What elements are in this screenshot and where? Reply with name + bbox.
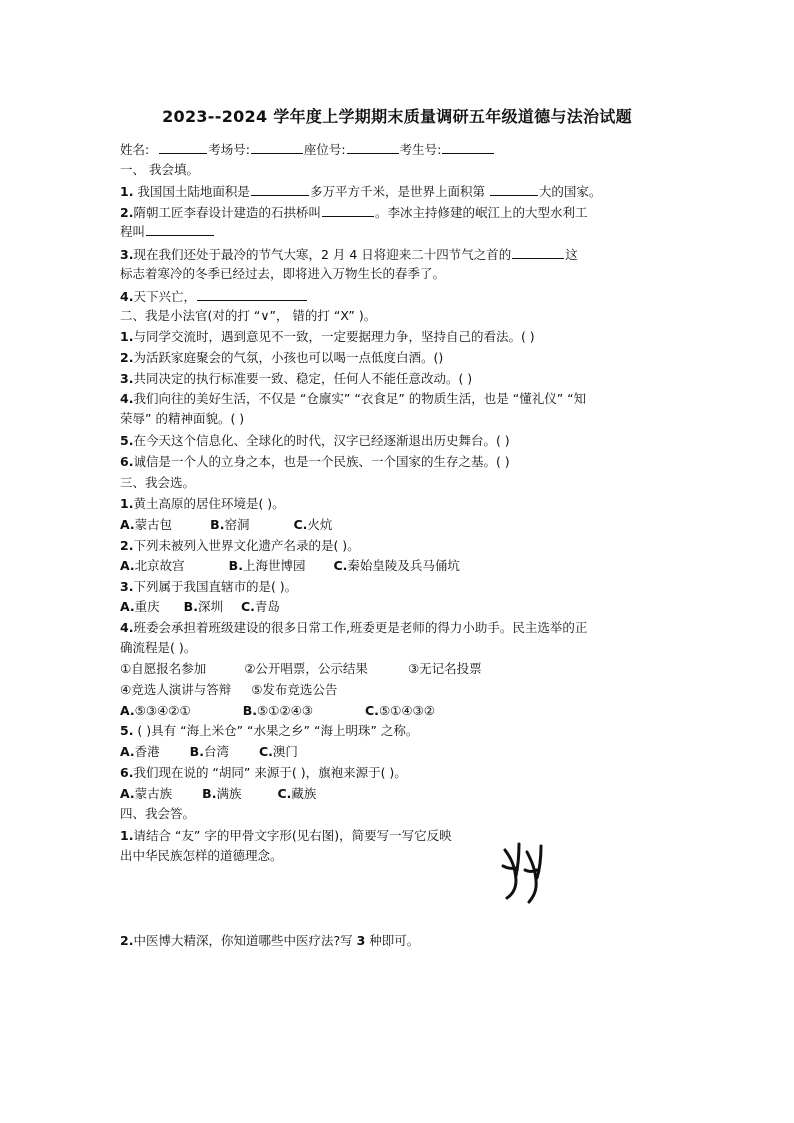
s3-q1-options	[120, 517, 332, 533]
option-label: C.	[277, 786, 292, 801]
question-number: 2.	[120, 538, 134, 553]
s2-item	[120, 433, 510, 449]
s1-q1	[120, 183, 601, 200]
answer-blank[interactable]	[322, 204, 374, 217]
glyph-stroke	[505, 850, 516, 898]
question-number: 2.	[120, 205, 134, 220]
option-label: A.	[120, 744, 135, 759]
option-b[interactable]: 上海世博园	[242, 558, 306, 573]
question-number: 2.	[120, 933, 134, 948]
option-a[interactable]: 香港	[134, 744, 160, 759]
question-number: 4.	[120, 289, 134, 304]
glyph-stroke	[516, 844, 519, 876]
question-text: 请结合 “友” 字的甲骨文字形(见右图)，简要写一写它反映	[133, 828, 452, 843]
option-b[interactable]: 台湾	[203, 744, 229, 759]
question-number: 5.	[120, 723, 134, 738]
name-blank[interactable]	[159, 141, 207, 154]
option-b[interactable]: 满族	[216, 786, 242, 801]
s1-q2-cont	[120, 223, 215, 240]
question-text: 中医博大精深，你知道哪些中医疗法?写	[133, 933, 357, 948]
question-text: 大的国家。	[538, 184, 602, 199]
room-label: 考场号:	[208, 142, 250, 157]
option-label: A.	[120, 599, 135, 614]
student-info-row	[120, 141, 495, 158]
seat-label: 座位号:	[303, 142, 346, 157]
s1-q4	[120, 288, 308, 305]
s1-q2	[120, 204, 587, 221]
question-text: 在今天这个信息化、全球化的时代，汉字已经逐渐退出历史舞台。( )	[133, 433, 510, 448]
section-2-heading: 二、我是小法官(对的打 “∨”， 错的打 “X” )。	[120, 308, 377, 323]
option-label: A.	[120, 558, 135, 573]
option-a[interactable]: 蒙古族	[134, 786, 173, 801]
option-b[interactable]: 窑洞	[224, 517, 250, 532]
option-b[interactable]: ⑤①②④③	[256, 703, 313, 718]
oracle-bone-you-character-image	[497, 836, 553, 906]
question-text: 班委会承担着班级建设的很多日常工作,班委更是老师的得力小助手。民主选举的正	[133, 620, 588, 635]
question-text: 程叫	[120, 224, 146, 239]
question-text: 与同学交流时，遇到意见不一致，一定要据理力争，坚持自己的看法。( )	[133, 329, 535, 344]
option-a[interactable]: 重庆	[134, 599, 160, 614]
question-number: 6.	[120, 454, 134, 469]
question-text: 。李冰主持修建的岷江上的大型水利工	[374, 205, 588, 220]
s2-item	[120, 350, 443, 366]
question-text: 荣辱” 的精神面貌。( )	[120, 411, 245, 426]
option-c[interactable]: 澳门	[272, 744, 298, 759]
question-count: 3	[356, 933, 366, 948]
s1-q3	[120, 246, 578, 263]
question-text: 这	[565, 247, 578, 262]
option-label: C.	[333, 558, 348, 573]
s3-q4-options	[120, 703, 435, 719]
s3-q1-stem	[120, 496, 285, 512]
option-label: B.	[183, 599, 198, 614]
s2-item	[120, 329, 535, 345]
s3-q3-options	[120, 599, 280, 615]
option-label: C.	[293, 517, 308, 532]
s2-item	[120, 454, 510, 470]
question-text: 现在我们还处于最冷的节气大寒，2 月 4 日将迎来二十四节气之首的	[133, 247, 512, 262]
question-text: 共同决定的执行标准要一致、稳定，任何人不能任意改动。( )	[133, 371, 473, 386]
option-c[interactable]: 火炕	[307, 517, 333, 532]
s3-q4-stem-cont: 确流程是( )。	[120, 640, 197, 655]
s2-item	[120, 371, 472, 387]
answer-blank[interactable]	[146, 223, 214, 236]
question-text: 为活跃家庭聚会的气氛，小孩也可以喝一点低度白酒。()	[133, 350, 444, 365]
question-number: 1.	[120, 496, 134, 511]
option-label: C.	[365, 703, 379, 718]
question-number: 4.	[120, 391, 134, 406]
question-text: 我们向往的美好生活，不仅是 “仓廪实” “衣食足” 的物质生活，也是 “懂礼仪” “知	[133, 391, 587, 406]
s4-q2	[120, 933, 419, 949]
question-text: 隋朝工匠李春设计建造的石拱桥叫	[133, 205, 321, 220]
option-c[interactable]: 藏族	[291, 786, 317, 801]
question-number: 2.	[120, 350, 134, 365]
option-label: B.	[242, 703, 257, 718]
option-label: B.	[228, 558, 243, 573]
s3-q5-stem	[120, 723, 418, 739]
question-text: 诚信是一个人的立身之本，也是一个民族、一个国家的生存之基。( )	[133, 454, 510, 469]
room-blank[interactable]	[251, 141, 303, 154]
glyph-stroke	[537, 846, 541, 878]
option-a[interactable]: ⑤③④②①	[134, 703, 191, 718]
s3-q4-stem	[120, 620, 587, 636]
question-text: ( )具有 “海上米仓” “水果之乡” “海上明珠” 之称。	[133, 723, 419, 738]
seat-blank[interactable]	[347, 141, 399, 154]
question-text: 我们现在说的 “胡同” 来源于( )，旗袍来源于( )。	[133, 765, 407, 780]
exam-no-label: 考生号:	[399, 142, 442, 157]
s3-q6-stem	[120, 765, 407, 781]
s3-q6-options	[120, 786, 316, 802]
exam-title: 2023--2024 学年度上学期期末质量调研五年级道德与法治试题	[162, 107, 632, 126]
option-label: A.	[120, 786, 135, 801]
glyph-stroke	[527, 852, 536, 902]
step-item: ③无记名投票	[407, 661, 482, 676]
option-label: C.	[240, 599, 255, 614]
question-text: 下列属于我国直辖市的是( )。	[133, 579, 298, 594]
option-b[interactable]: 深圳	[197, 599, 223, 614]
question-text: 天下兴亡，	[133, 289, 196, 304]
step-item: ⑤发布竞选公告	[251, 682, 338, 697]
option-a[interactable]: 北京故宫	[134, 558, 185, 573]
exam-no-blank[interactable]	[442, 141, 494, 154]
s3-q5-options	[120, 744, 298, 760]
question-text: 种即可。	[365, 933, 420, 948]
s2-item-cont	[120, 411, 244, 427]
name-label: 姓名:	[120, 142, 150, 157]
option-label: B.	[189, 744, 204, 759]
option-label: A.	[120, 703, 135, 718]
s3-q4-steps-row1	[120, 661, 482, 677]
question-number: 5.	[120, 433, 134, 448]
option-a[interactable]: 蒙古包	[134, 517, 173, 532]
question-number: 3.	[120, 247, 134, 262]
question-text: 黄土高原的居住环境是( )。	[133, 496, 285, 511]
question-number: 1.	[120, 184, 134, 199]
s4-q1-cont: 出中华民族怎样的道德理念。	[120, 848, 283, 863]
question-number: 6.	[120, 765, 134, 780]
answer-blank[interactable]	[490, 183, 538, 196]
option-c[interactable]: ⑤①④③②	[378, 703, 435, 718]
answer-blank[interactable]	[512, 246, 564, 259]
option-label: A.	[120, 517, 135, 532]
section-4-heading: 四、我会答。	[120, 806, 196, 821]
glyph-stroke	[525, 870, 537, 872]
step-item: ④竞选人演讲与答辩	[120, 682, 232, 697]
s3-q4-steps-row2	[120, 682, 337, 698]
question-number: 4.	[120, 620, 134, 635]
step-item: ②公开唱票，公示结果	[244, 661, 368, 676]
option-label: C.	[258, 744, 273, 759]
question-number: 1.	[120, 828, 134, 843]
answer-blank[interactable]	[251, 183, 309, 196]
section-1-heading: 一、 我会填。	[120, 162, 199, 177]
s3-q2-stem	[120, 538, 360, 554]
s4-q1	[120, 828, 452, 844]
s1-q3-cont: 标志着寒冷的冬季已经过去，即将进入万物生长的春季了。	[120, 266, 446, 281]
step-item: ①自愿报名参加	[120, 661, 207, 676]
answer-blank[interactable]	[197, 288, 307, 301]
s3-q2-options	[120, 558, 460, 574]
question-text: 我国国土陆地面积是	[133, 184, 250, 199]
s2-item	[120, 391, 586, 407]
option-label: B.	[202, 786, 217, 801]
question-number: 3.	[120, 579, 134, 594]
option-label: B.	[210, 517, 225, 532]
section-3-heading: 三、我会选。	[120, 475, 196, 490]
s3-q3-stem	[120, 579, 297, 595]
option-c[interactable]: 秦始皇陵及兵马俑坑	[347, 558, 460, 573]
option-c[interactable]: 青岛	[254, 599, 280, 614]
question-text: 多万平方千米，是世界上面积第	[309, 184, 489, 199]
question-number: 3.	[120, 371, 134, 386]
question-text: 下列未被列入世界文化遗产名录的是( )。	[133, 538, 360, 553]
question-number: 1.	[120, 329, 134, 344]
